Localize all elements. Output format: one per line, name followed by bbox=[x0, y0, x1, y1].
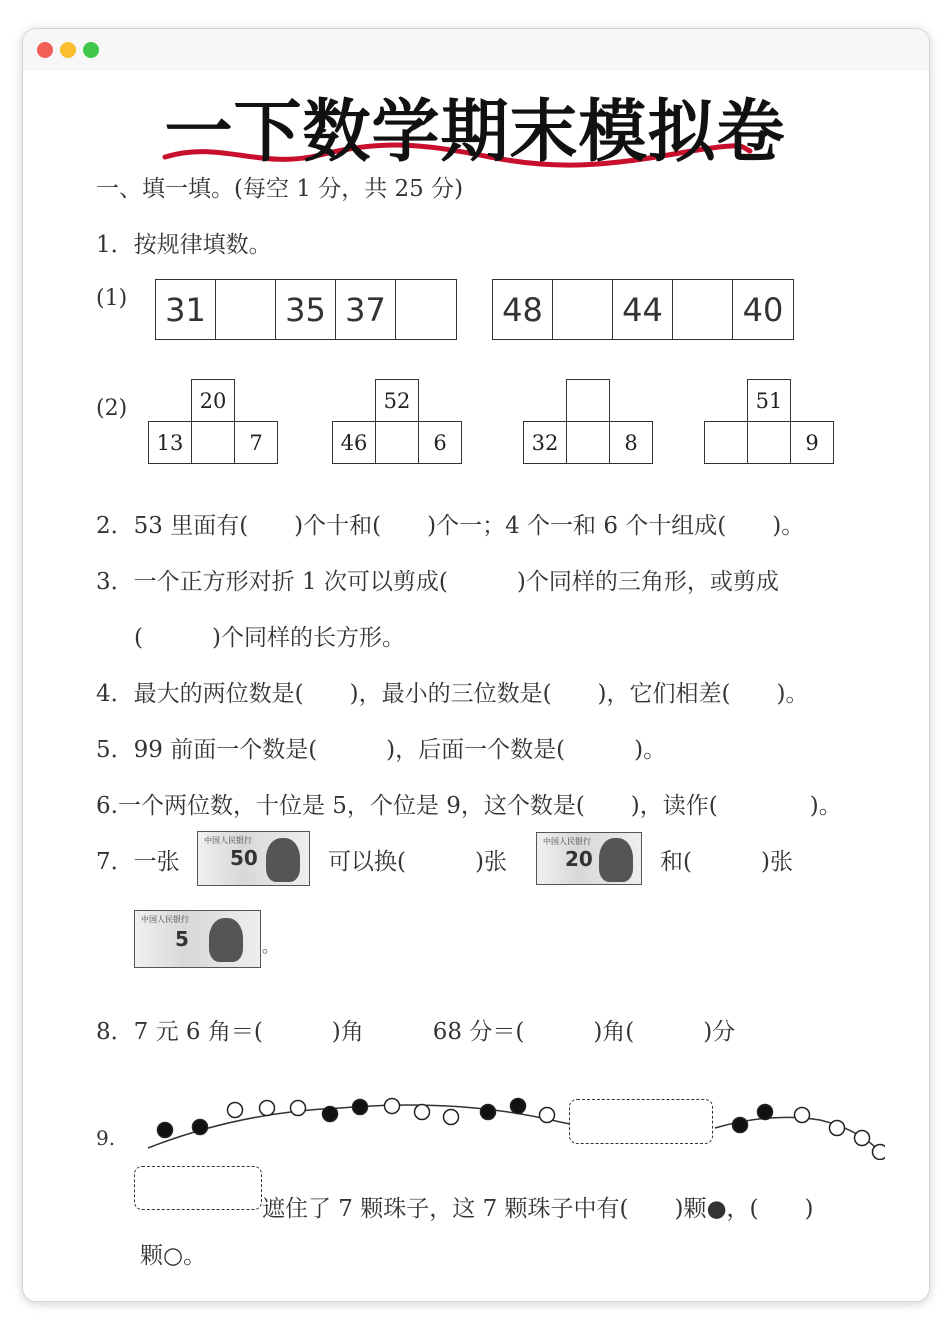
question-4: 4．最大的两位数是( )，最小的三位数是( )，它们相差( )。 bbox=[96, 681, 809, 707]
question-7-part-3: 和( )张 bbox=[660, 849, 793, 875]
bead-string-diagram bbox=[140, 1090, 885, 1160]
pyramid-right-cell: 6 bbox=[418, 421, 462, 464]
hollow-bead bbox=[540, 1108, 555, 1123]
filled-bead bbox=[323, 1107, 338, 1122]
pyramid-left-cell: 32 bbox=[523, 421, 567, 464]
sequence-blank-cell[interactable] bbox=[396, 280, 456, 339]
sequence-cell: 35 bbox=[276, 280, 336, 339]
pyramid-blank-cell[interactable] bbox=[747, 421, 791, 464]
filled-bead bbox=[758, 1105, 773, 1120]
sequence-cell: 44 bbox=[613, 280, 673, 339]
question-9-text-2: 颗○。 bbox=[140, 1243, 207, 1269]
pyramid-top-cell: 52 bbox=[375, 379, 419, 422]
question-9-number: 9. bbox=[96, 1126, 116, 1150]
title-bar bbox=[23, 29, 929, 71]
minimize-window-button[interactable] bbox=[60, 42, 76, 58]
pyramid-blank-cell[interactable] bbox=[191, 421, 235, 464]
banknote-20-image: 中国人民银行 20 bbox=[536, 832, 642, 885]
filled-bead bbox=[158, 1123, 173, 1138]
banknote-5-image: 中国人民银行 5 bbox=[134, 910, 261, 968]
question-1-part-1-label: (1) bbox=[96, 286, 128, 311]
question-2: 2．53 里面有( )个十和( )个一；4 个一和 6 个十组成( )。 bbox=[96, 513, 805, 539]
close-window-button[interactable] bbox=[37, 42, 53, 58]
pyramid-right-cell: 9 bbox=[790, 421, 834, 464]
filled-bead bbox=[733, 1118, 748, 1133]
hollow-bead bbox=[830, 1121, 845, 1136]
sequence-blank-cell[interactable] bbox=[673, 280, 733, 339]
filled-bead bbox=[511, 1099, 526, 1114]
question-6: 6.一个两位数，十位是 5，个位是 9，这个数是( )，读作( )。 bbox=[96, 793, 842, 819]
section-heading: 一、填一填。(每空 1 分，共 25 分) bbox=[96, 176, 464, 202]
question-7-part-2: 可以换( )张 bbox=[328, 849, 507, 875]
pyramid-right-cell: 8 bbox=[609, 421, 653, 464]
hollow-bead bbox=[855, 1131, 870, 1146]
sequence-cell: 37 bbox=[336, 280, 396, 339]
filled-bead bbox=[481, 1105, 496, 1120]
sequence-cell: 48 bbox=[493, 280, 553, 339]
pyramid-top-cell: 51 bbox=[747, 379, 791, 422]
portrait-icon bbox=[599, 838, 633, 882]
question-9-text-1: 遮住了 7 颗珠子，这 7 颗珠子中有( )颗●，( ) bbox=[262, 1196, 814, 1222]
question-1-stem: 1．按规律填数。 bbox=[96, 232, 272, 258]
pyramid-right-cell: 7 bbox=[234, 421, 278, 464]
sequence-row-a bbox=[155, 279, 457, 340]
banknote-value: 20 bbox=[565, 847, 593, 871]
portrait-icon bbox=[266, 838, 300, 882]
pyramid-top-cell: 20 bbox=[191, 379, 235, 422]
hollow-bead bbox=[260, 1101, 275, 1116]
filled-bead bbox=[193, 1120, 208, 1135]
banknote-value: 50 bbox=[230, 846, 258, 870]
question-5: 5．99 前面一个数是( )，后面一个数是( )。 bbox=[96, 737, 667, 763]
hollow-bead bbox=[873, 1145, 886, 1160]
question-3-line-1: 3．一个正方形对折 1 次可以剪成( )个同样的三角形，或剪成 bbox=[96, 569, 779, 595]
question-8: 8．7 元 6 角＝( )角 68 分＝( )角( )分 bbox=[96, 1019, 736, 1045]
banknote-50-image: 中国人民银行 50 bbox=[197, 831, 310, 886]
sequence-cell: 40 bbox=[742, 290, 784, 329]
pyramid-left-cell: 13 bbox=[148, 421, 192, 464]
portrait-icon bbox=[209, 918, 243, 962]
sequence-blank-cell[interactable] bbox=[216, 280, 276, 339]
sequence-row-b bbox=[492, 279, 794, 340]
pyramid-blank-cell[interactable] bbox=[375, 421, 419, 464]
page-title: 一下数学期末模拟卷 bbox=[164, 93, 786, 172]
covered-beads-box-legend bbox=[134, 1166, 262, 1210]
pyramid-blank-cell[interactable] bbox=[566, 421, 610, 464]
covered-beads-box bbox=[569, 1099, 713, 1144]
pyramid-top-blank-cell[interactable] bbox=[566, 379, 610, 422]
hollow-bead bbox=[444, 1110, 459, 1125]
filled-bead bbox=[353, 1100, 368, 1115]
pyramid-left-blank-cell[interactable] bbox=[704, 421, 748, 464]
question-7-part-1: 7．一张 bbox=[96, 849, 180, 875]
sequence-cell: 31 bbox=[156, 280, 216, 339]
pyramid-left-cell: 46 bbox=[332, 421, 376, 464]
hollow-bead bbox=[228, 1103, 243, 1118]
question-3-line-2: ( )个同样的长方形。 bbox=[134, 625, 405, 651]
maximize-window-button[interactable] bbox=[83, 42, 99, 58]
banknote-value: 5 bbox=[175, 927, 189, 951]
question-7-end: 。 bbox=[262, 937, 279, 956]
sequence-blank-cell[interactable] bbox=[553, 280, 613, 339]
hollow-bead bbox=[385, 1099, 400, 1114]
hollow-bead bbox=[291, 1101, 306, 1116]
hollow-bead bbox=[415, 1105, 430, 1120]
hollow-bead bbox=[795, 1108, 810, 1123]
question-1-part-2-label: (2) bbox=[96, 396, 128, 421]
